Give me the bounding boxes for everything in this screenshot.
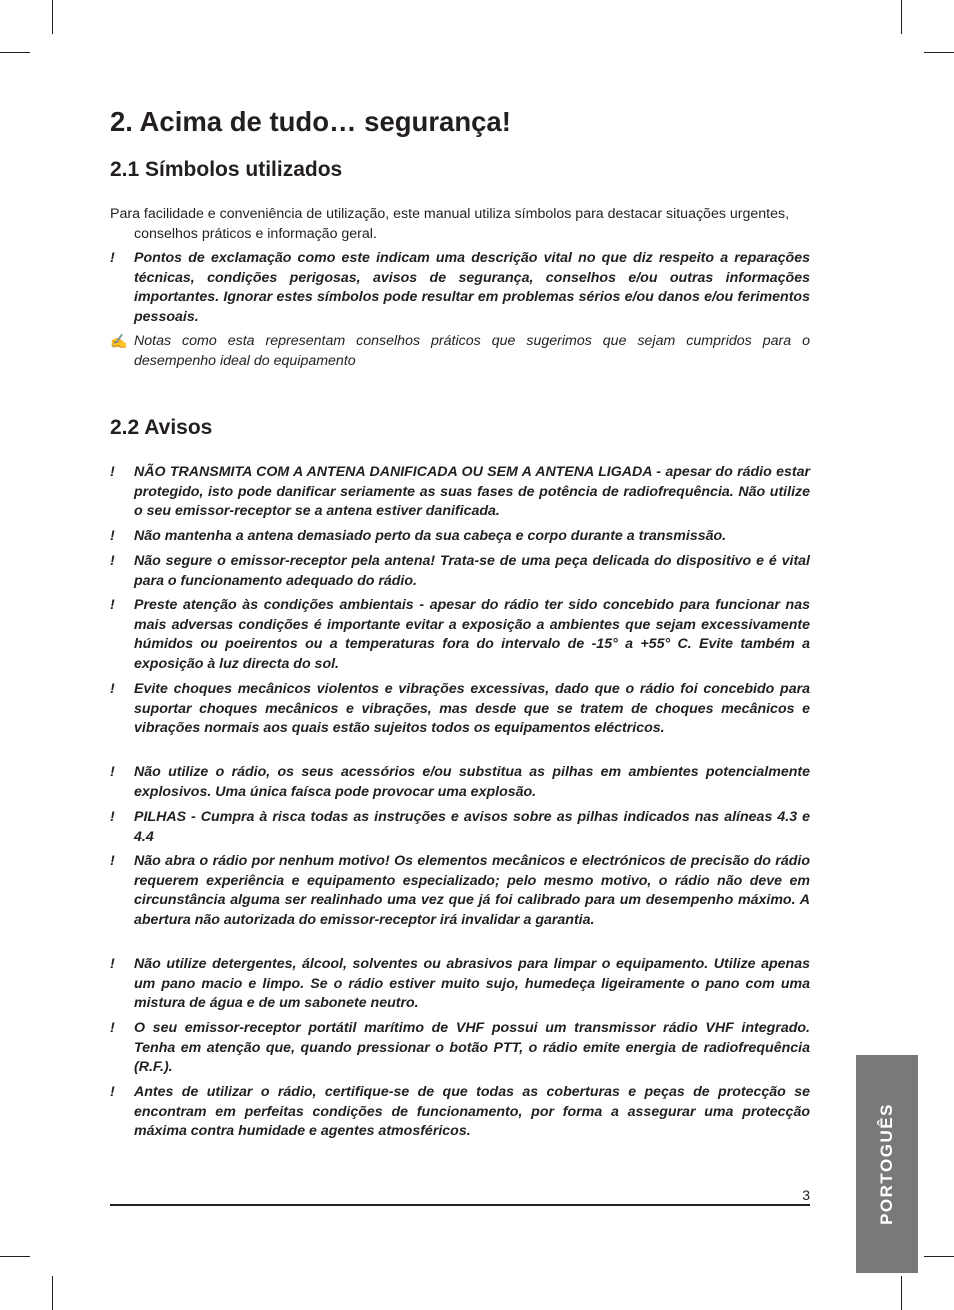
crop-mark: [52, 1276, 53, 1310]
warning-text: O seu emissor-receptor portátil marítimo de VHF possui um transmissor rádio VHF integrado. Tenha em atenção que, quando pressionar o botão PTT, o rádio emite energia de radiofrequência (R.F.).: [134, 1020, 810, 1076]
warning-item: [110, 596, 810, 674]
warning-text: Preste atenção às condições ambientais - apesar do rádio ter sido concebido para funcionar nas mais adversas condições é importante evitar a exposição a ambientes que sejam excessivamente húmidos ou poeirentos ou a temperaturas fora do intervalo de -15° a +55° C. Evite também a exposição à luz directa do sol.: [134, 597, 810, 672]
warning-text: PILHAS - Cumpra à risca todas as instruções e avisos sobre as pilhas indicados nas alíneas 4.3 e 4.4: [134, 809, 810, 845]
exclamation-icon: !: [110, 809, 115, 825]
section-heading-symbols: 2.1 Símbolos utilizados: [110, 158, 343, 181]
warning-text: Não utilize detergentes, álcool, solventes ou abrasivos para limpar o equipamento. Utilize apenas um pano macio e limpo. Se o rádio estiver muito sujo, humedeça ligeiramente o pano com uma mistura de água e de um sabonete neutro.: [134, 956, 810, 1012]
warning-item: [110, 1019, 810, 1078]
warning-text: Não utilize o rádio, os seus acessórios e/ou substitua as pilhas em ambientes potencialmente explosivos. Uma única faísca pode provocar uma explosão.: [134, 764, 810, 800]
section-heading-warnings: 2.2 Avisos: [110, 416, 213, 439]
page-title: 2. Acima de tudo… segurança!: [110, 106, 511, 137]
warning-item: [110, 1083, 810, 1142]
crop-mark: [0, 1256, 30, 1257]
exclamation-icon: !: [110, 250, 115, 266]
warning-text: Não segure o emissor-receptor pela antena! Trata-se de uma peça delicada do dispositivo e é vital para o funcionamento adequado do rádio.: [134, 553, 810, 589]
crop-mark: [924, 52, 954, 53]
page-number: 3: [802, 1187, 810, 1203]
symbol-item-text: Notas como esta representam conselhos práticos que sugerimos que sejam cumpridos para o desempenho ideal do equipamento: [134, 333, 810, 369]
crop-mark: [924, 1256, 954, 1257]
crop-mark: [901, 1276, 902, 1310]
exclamation-icon: !: [110, 764, 115, 780]
warning-text: Não mantenha a antena demasiado perto da sua cabeça e corpo durante a transmissão.: [134, 528, 727, 544]
warning-text: Antes de utilizar o rádio, certifique-se de que todas as coberturas e peças de protecção se encontram em perfeitas condições de funcionamento, por forma a assegurar uma protecção máxima contra humidade e agentes atmosféricos.: [134, 1084, 810, 1140]
warning-item: [110, 763, 810, 802]
crop-mark: [0, 52, 30, 53]
pencil-icon: ✍: [110, 333, 128, 349]
warning-item: [110, 852, 810, 930]
exclamation-icon: !: [110, 681, 115, 697]
exclamation-icon: !: [110, 597, 115, 613]
warning-item: [110, 527, 810, 547]
exclamation-icon: !: [110, 464, 115, 480]
warning-text: NÃO TRANSMITA COM A ANTENA DANIFICADA OU SEM A ANTENA LIGADA - apesar do rádio estar protegido, isto pode danificar seriamente as suas fases de potência de radiofrequência. Não utilize o seu emissor-receptor se a antena estiver danificada.: [134, 464, 810, 520]
symbol-item-text: Pontos de exclamação como este indicam uma descrição vital no que diz respeito a reparações técnicas, condições perigosas, avisos de segurança, conselhos e/ou outras informações importantes. Ignorar estes símbolos pode resultar em problemas sérios e/ou danos e/ou ferimentos pessoais.: [134, 250, 810, 325]
footer-rule: [110, 1204, 810, 1206]
warning-item: [110, 463, 810, 522]
warning-item: [110, 808, 810, 847]
exclamation-icon: !: [110, 528, 115, 544]
warning-text: Não abra o rádio por nenhum motivo! Os elementos mecânicos e electrónicos de precisão do rádio requerem experiência e equipamento especializado; pelo mesmo motivo, o rádio não deve em circunstância alguma ser realinhado uma vez que já foi calibrado para um desempenho máximo. A abertura não autorizada do emissor-receptor irá invalidar a garantia.: [134, 853, 810, 928]
exclamation-icon: !: [110, 1020, 115, 1036]
exclamation-icon: !: [110, 956, 115, 972]
warning-item: [110, 680, 810, 739]
symbol-item-note: [110, 332, 810, 371]
intro-paragraph: Para facilidade e conveniência de utilização, este manual utiliza símbolos para destacar situações urgentes, conselhos práticos e informação geral.: [110, 206, 790, 242]
warning-item: [110, 955, 810, 1014]
language-side-tab: [856, 1055, 918, 1273]
crop-mark: [52, 0, 53, 34]
warning-item: [110, 552, 810, 591]
language-label: PORTOGUÊS: [877, 1103, 896, 1225]
exclamation-icon: !: [110, 1084, 115, 1100]
exclamation-icon: !: [110, 553, 115, 569]
warning-text: Evite choques mecânicos violentos e vibrações excessivas, dado que o rádio foi concebido para suportar choques mecânicos e vibrações, mas desde que se tratem de choques mecânicos e vibrações normais aos quais estão sujeitos todos os equipamentos eléctricos.: [134, 681, 810, 737]
symbol-item-exclamation: [110, 249, 810, 327]
crop-mark: [901, 0, 902, 34]
exclamation-icon: !: [110, 853, 115, 869]
